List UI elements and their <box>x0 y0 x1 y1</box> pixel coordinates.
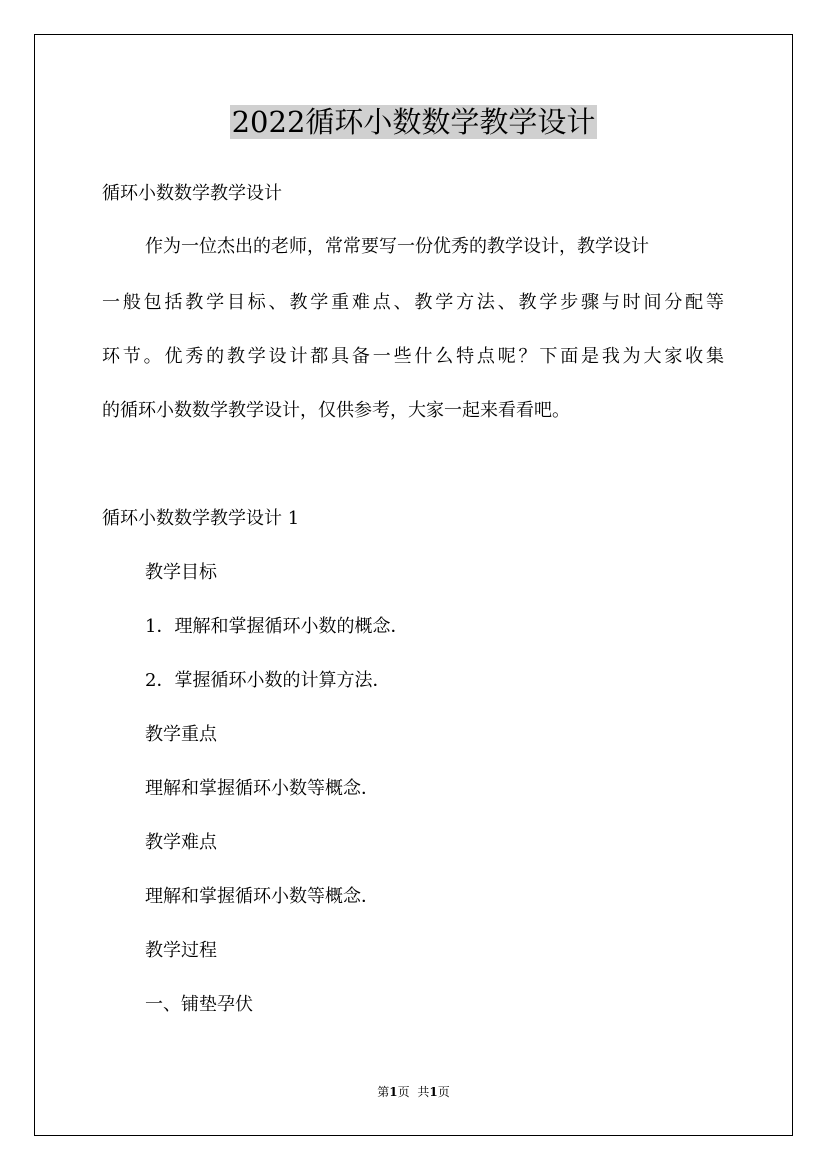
document-title-text: 2022循环小数数学教学设计 <box>231 105 596 139</box>
goal-item-2: 2．掌握循环小数的计算方法． <box>145 670 391 691</box>
goal-item-1: 1．理解和掌握循环小数的概念． <box>145 616 409 637</box>
heading-difficulties: 教学难点 <box>145 832 217 853</box>
footer-page-total: 1 <box>429 1085 438 1099</box>
difficulties-text: 理解和掌握循环小数等概念． <box>145 886 379 907</box>
document-title <box>0 100 827 144</box>
footer-total-prefix: 共 <box>417 1085 430 1099</box>
section-heading: 循环小数数学教学设计 1 <box>102 508 300 529</box>
intro-line-2: 一般包括教学目标、教学重难点、教学方法、教学步骤与时间分配等 <box>102 292 724 313</box>
intro-line-4: 的循环小数数学教学设计，仅供参考，大家一起来看看吧。 <box>102 400 570 421</box>
heading-key-points: 教学重点 <box>145 724 217 745</box>
heading-teaching-goals: 教学目标 <box>145 562 217 583</box>
key-points-text: 理解和掌握循环小数等概念． <box>145 778 379 799</box>
intro-line-1: 作为一位杰出的老师，常常要写一份优秀的教学设计，教学设计 <box>145 236 649 257</box>
footer-total-suffix: 页 <box>437 1085 450 1099</box>
heading-teaching-process: 教学过程 <box>145 940 217 961</box>
footer-page-suffix: 页 <box>397 1085 410 1099</box>
document-subtitle: 循环小数数学教学设计 <box>102 183 282 204</box>
footer-page-prefix: 第 <box>377 1085 390 1099</box>
footer-page-current: 1 <box>389 1085 398 1099</box>
intro-line-3: 环节。优秀的教学设计都具备一些什么特点呢？下面是我为大家收集 <box>102 346 724 367</box>
page-footer <box>0 1083 827 1101</box>
process-step-1: 一、铺垫孕伏 <box>145 994 253 1015</box>
